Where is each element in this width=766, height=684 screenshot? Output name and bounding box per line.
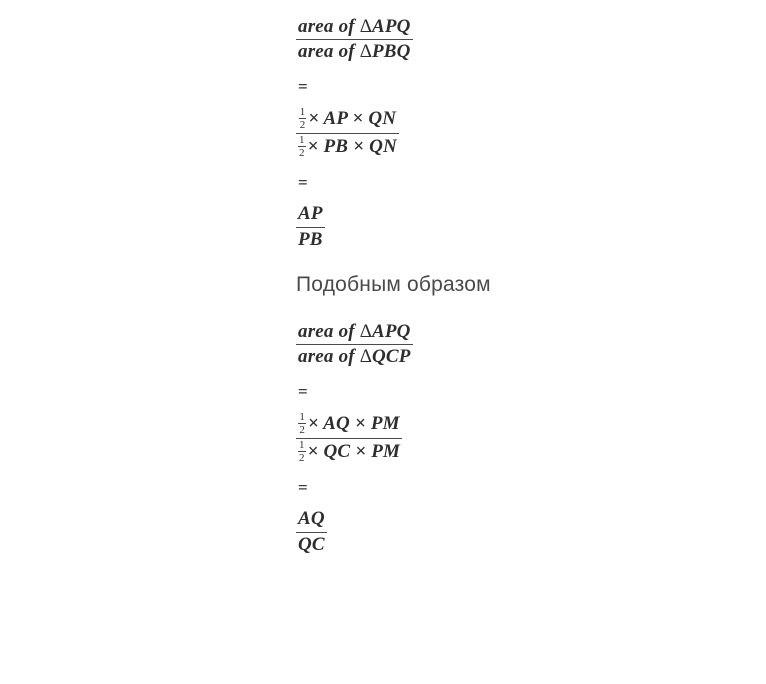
fraction-numerator <box>296 321 413 345</box>
fraction-numerator <box>296 412 402 439</box>
one-half-numerator: 1 <box>299 105 306 118</box>
fraction-numerator <box>296 107 399 134</box>
fraction-denominator <box>296 345 413 368</box>
numerator-vertices: APQ <box>371 321 411 342</box>
similarly-text: Подобным образом <box>296 273 491 296</box>
fraction <box>296 412 402 465</box>
numerator-expression: × AP × QN <box>308 107 397 129</box>
one-half-numerator: 1 <box>299 134 305 146</box>
fraction-denominator: PB <box>298 228 323 250</box>
one-half-denominator: 2 <box>299 423 305 436</box>
ratio-areas-apq-qcp <box>296 321 766 369</box>
ratio-half-aq-pm-over-half-qc-pm <box>296 412 766 465</box>
triangle-symbol: Δ <box>359 16 372 37</box>
denominator-prefix: area of <box>298 41 360 63</box>
fraction-denominator <box>296 40 413 63</box>
equals-sign-1: = <box>298 76 308 96</box>
fraction-denominator: QC <box>298 533 325 555</box>
denominator-prefix: area of <box>298 346 360 368</box>
equals-sign-4: = <box>298 478 308 498</box>
fraction-denominator <box>296 134 399 160</box>
equals-sign-2: = <box>298 173 308 193</box>
one-half-denominator: 2 <box>299 147 305 160</box>
one-half-numerator: 1 <box>299 439 305 451</box>
one-half-denominator: 2 <box>299 452 305 465</box>
numerator-prefix: area of <box>298 16 360 37</box>
fraction <box>296 508 327 556</box>
fraction <box>296 107 399 160</box>
numerator-vertices: APQ <box>371 16 411 37</box>
equals-sign-3: = <box>298 381 308 401</box>
denominator-expression: × PB × QN <box>307 135 397 157</box>
ratio-areas-apq-pbq <box>296 16 766 64</box>
denominator-expression: × QC × PM <box>307 440 401 462</box>
one-half-fraction <box>299 106 307 131</box>
fraction-numerator <box>296 16 413 40</box>
one-half-fraction <box>298 439 306 464</box>
denominator-vertices: PBQ <box>371 41 411 63</box>
triangle-symbol: Δ <box>359 41 372 63</box>
one-half-numerator: 1 <box>299 410 305 423</box>
fraction <box>296 16 413 64</box>
one-half-denominator: 2 <box>299 118 306 131</box>
fraction <box>296 321 413 369</box>
ratio-half-ap-qn-over-half-pb-qn <box>296 107 766 160</box>
fraction-numerator: AP <box>296 203 325 227</box>
denominator-vertices: QCP <box>371 346 411 368</box>
one-half-fraction <box>298 134 306 159</box>
numerator-prefix: area of <box>298 321 360 342</box>
fraction-numerator: AQ <box>296 508 327 532</box>
ratio-ap-over-pb <box>296 203 766 251</box>
fraction-denominator <box>296 439 402 465</box>
triangle-symbol: Δ <box>359 346 372 368</box>
ratio-aq-over-qc <box>296 508 766 556</box>
triangle-symbol: Δ <box>359 321 372 342</box>
one-half-fraction <box>298 411 306 436</box>
fraction <box>296 203 325 251</box>
numerator-expression: × AQ × PM <box>307 412 400 434</box>
